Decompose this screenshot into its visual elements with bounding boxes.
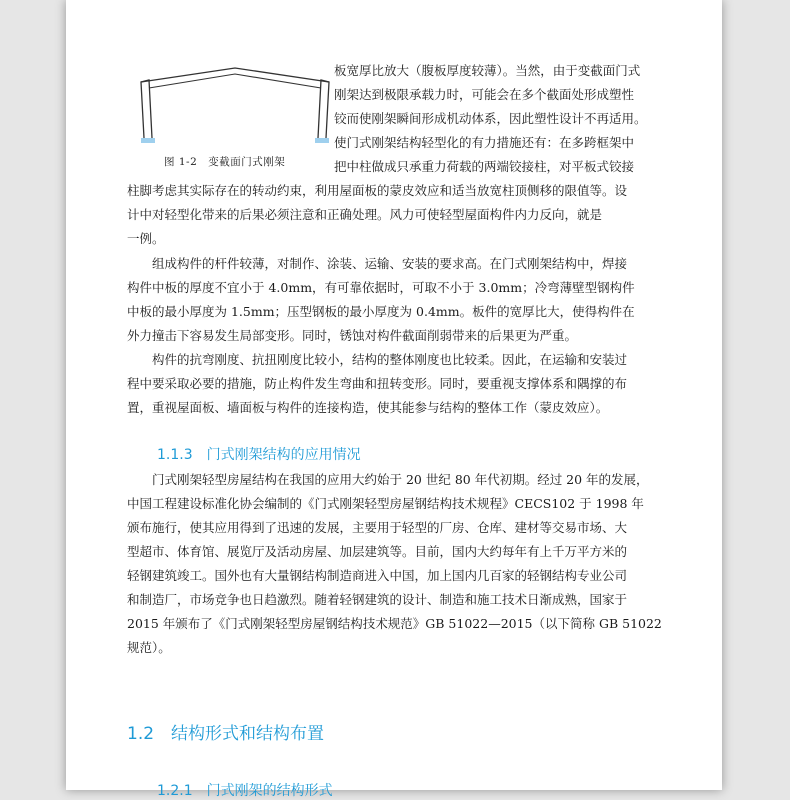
- text-line: 置，重视屋面板、墙面板与构件的连接构造，使其能参与结构的整体工作（蒙皮效应）。: [127, 400, 609, 415]
- text-line: 规范）。: [127, 640, 171, 655]
- text-line: 柱脚考虑其实际存在的转动约束，利用屋面板的蒙皮效应和适当放宽柱顶侧移的限值等。设: [127, 183, 628, 198]
- figure-caption: 图 1-2 变截面门式刚架: [164, 156, 286, 168]
- section-heading-1-2-1: 1.2.1 门式刚架的结构形式: [157, 783, 333, 799]
- text-line: 2015 年颁布了《门式刚架轻型房屋钢结构技术规范》GB 51022—2015（以下简称 GB 51022: [127, 616, 662, 631]
- book-page: [66, 0, 722, 799]
- text-line: 轻钢建筑竣工。国外也有大量钢结构制造商进入中国，加上国内几百家的轻钢结构专业公司: [127, 568, 628, 583]
- text-line: 计中对轻型化带来的后果必须注意和正确处理。风力可使轻型屋面构件内力反向，就是: [127, 207, 603, 222]
- section-heading-1-1-3: 1.1.3 门式刚架结构的应用情况: [157, 447, 361, 463]
- text-line: 型超市、体育馆、展览厅及活动房屋、加层建筑等。目前，国内大约每年有上千万平方米的: [127, 544, 628, 559]
- section-heading-1-2: 1.2 结构形式和结构布置: [127, 724, 325, 744]
- text-line: 使门式刚架结构轻型化的有力措施还有：在多跨框架中: [334, 135, 635, 150]
- text-line: 中板的最小厚度为 1.5mm；压型钢板的最小厚度为 0.4mm。板件的宽厚比大，使得构件在: [127, 304, 635, 319]
- text-line: 刚架达到极限承载力时，可能会在多个截面处形成塑性: [334, 87, 635, 102]
- text-line: 颁布施行，使其应用得到了迅速的发展，主要用于轻型的厂房、仓库、建材等交易市场、大: [127, 520, 628, 535]
- paragraph-4: [127, 468, 663, 660]
- text-line: 和制造厂，市场竞争也日趋激烈。随着轻钢建筑的设计、制造和施工技术日渐成熟，国家于: [127, 592, 628, 607]
- paragraph-1-continued: [127, 179, 663, 251]
- text-line: 构件的抗弯刚度、抗扭刚度比较小，结构的整体刚度也比较柔。因此，在运输和安装过: [127, 352, 628, 367]
- text-line: 门式刚架轻型房屋结构在我国的应用大约始于 20 世纪 80 年代初期。经过 20 年的发展，: [127, 472, 649, 487]
- text-line: 外力撞击下容易发生局部变形。同时，锈蚀对构件截面削弱带来的后果更为严重。: [127, 328, 578, 343]
- text-line: 铰而使刚架瞬间形成机动体系，因此塑性设计不再适用。: [334, 111, 647, 126]
- paragraph-2: [127, 252, 663, 348]
- text-line: 板宽厚比放大（腹板厚度较薄）。当然，由于变截面门式: [334, 63, 641, 78]
- text-line: 组成构件的杆件较薄，对制作、涂装、运输、安装的要求高。在门式刚架结构中，焊接: [127, 256, 628, 271]
- text-line: 构件中板的厚度不宜小于 4.0mm，有可靠依据时，可取不小于 3.0mm；冷弯薄壁型钢构件: [127, 280, 635, 295]
- text-line: 程中要采取必要的措施，防止构件发生弯曲和扭转变形。同时，要重视支撑体系和隅撑的布: [127, 376, 628, 391]
- text-line: 一例。: [127, 231, 165, 246]
- paragraph-3: [127, 348, 663, 420]
- text-line: 中国工程建设标准化协会编制的《门式刚架轻型房屋钢结构技术规程》CECS102 于 1998 年: [127, 496, 644, 511]
- paragraph-wrap-beside-figure: [334, 59, 664, 179]
- text-line: 把中柱做成只承重力荷载的两端铰接柱，对平板式铰接: [334, 159, 635, 174]
